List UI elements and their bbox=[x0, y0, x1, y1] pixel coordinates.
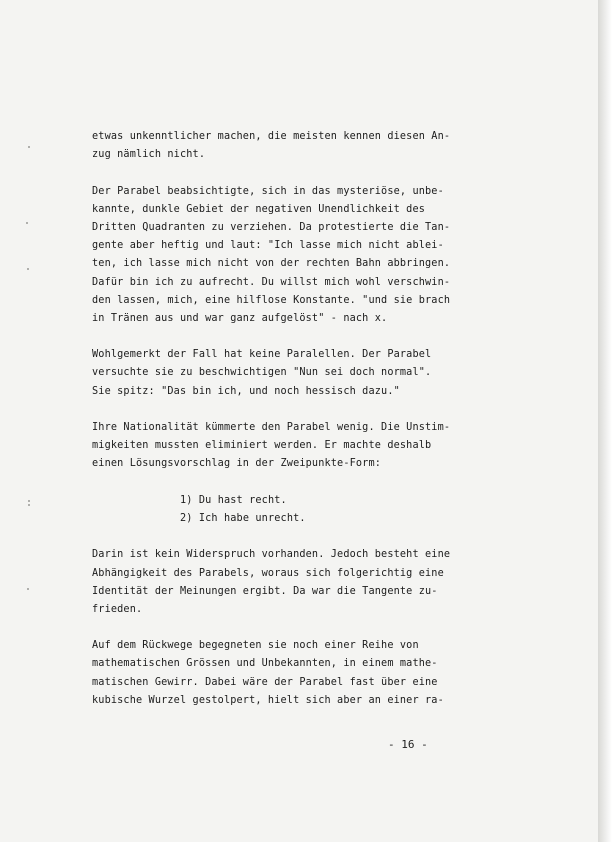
text-line: kubische Wurzel gestolpert, hielt sich aber an einer ra- bbox=[92, 694, 444, 706]
text-line: Auf dem Rückwege begegneten sie noch einer Reihe von bbox=[92, 640, 419, 652]
text-line: ten, ich lasse mich nicht von der rechten Bahn abbringen. bbox=[92, 258, 451, 270]
paragraph bbox=[92, 346, 522, 401]
paragraph bbox=[92, 419, 522, 474]
paragraph bbox=[92, 637, 522, 710]
text-line: migkeiten mussten eliminiert werden. Er machte deshalb bbox=[92, 440, 432, 452]
text-line: mathematischen Grössen und Unbekannten, in einem mathe- bbox=[92, 658, 438, 670]
text-line: Wohlgemerkt der Fall hat keine Paralellen. Der Parabel bbox=[92, 349, 432, 361]
margin-speck bbox=[28, 500, 30, 502]
list-item: 2) Ich habe unrecht. bbox=[180, 512, 306, 524]
text-line: matischen Gewirr. Dabei wäre der Parabel fast über eine bbox=[92, 676, 438, 688]
body-text bbox=[92, 128, 522, 728]
text-line: Sie spitz: "Das bin ich, und noch hessisch dazu." bbox=[92, 385, 400, 397]
text-line: zug nämlich nicht. bbox=[92, 149, 206, 161]
text-line: gente aber heftig und laut: "Ich lasse mich nicht ablei- bbox=[92, 240, 444, 252]
text-line: in Tränen aus und war ganz aufgelöst" - nach x. bbox=[92, 312, 388, 324]
margin-speck bbox=[27, 268, 29, 270]
margin-speck bbox=[28, 146, 30, 148]
text-line: Der Parabel beabsichtigte, sich in das mysteriöse, unbe- bbox=[92, 185, 444, 197]
page-number: - 16 - bbox=[388, 738, 428, 751]
text-line: Identität der Meinungen ergibt. Da war die Tangente zu- bbox=[92, 585, 438, 597]
text-line: Abhängigkeit des Parabels, woraus sich folgerichtig eine bbox=[92, 567, 444, 579]
text-line: etwas unkenntlicher machen, die meisten kennen diesen An- bbox=[92, 131, 451, 142]
text-line: Dritten Quadranten zu verziehen. Da protestierte die Tan- bbox=[92, 221, 451, 233]
text-line: versuchte sie zu beschwichtigen "Nun sei doch normal". bbox=[92, 367, 432, 379]
text-line: Dafür bin ich zu aufrecht. Du willst mich wohl verschwin- bbox=[92, 276, 451, 288]
page-edge bbox=[598, 0, 612, 842]
paragraph bbox=[92, 183, 522, 329]
paragraph bbox=[92, 128, 522, 164]
text-line: kannte, dunkle Gebiet der negativen Unendlichkeit des bbox=[92, 203, 426, 215]
list-item: 1) Du hast recht. bbox=[180, 494, 287, 506]
margin-speck bbox=[27, 588, 29, 590]
text-line: frieden. bbox=[92, 603, 143, 615]
margin-speck bbox=[26, 222, 28, 224]
numbered-list bbox=[180, 492, 522, 528]
text-line: Darin ist kein Widerspruch vorhanden. Jedoch besteht eine bbox=[92, 549, 451, 561]
margin-speck bbox=[28, 504, 30, 506]
text-line: einen Lösungsvorschlag in der Zweipunkte-Form: bbox=[92, 458, 382, 470]
text-line: Ihre Nationalität kümmerte den Parabel wenig. Die Unstim- bbox=[92, 422, 451, 433]
paragraph bbox=[92, 546, 522, 619]
text-line: den lassen, mich, eine hilflose Konstante. "und sie brach bbox=[92, 294, 451, 306]
